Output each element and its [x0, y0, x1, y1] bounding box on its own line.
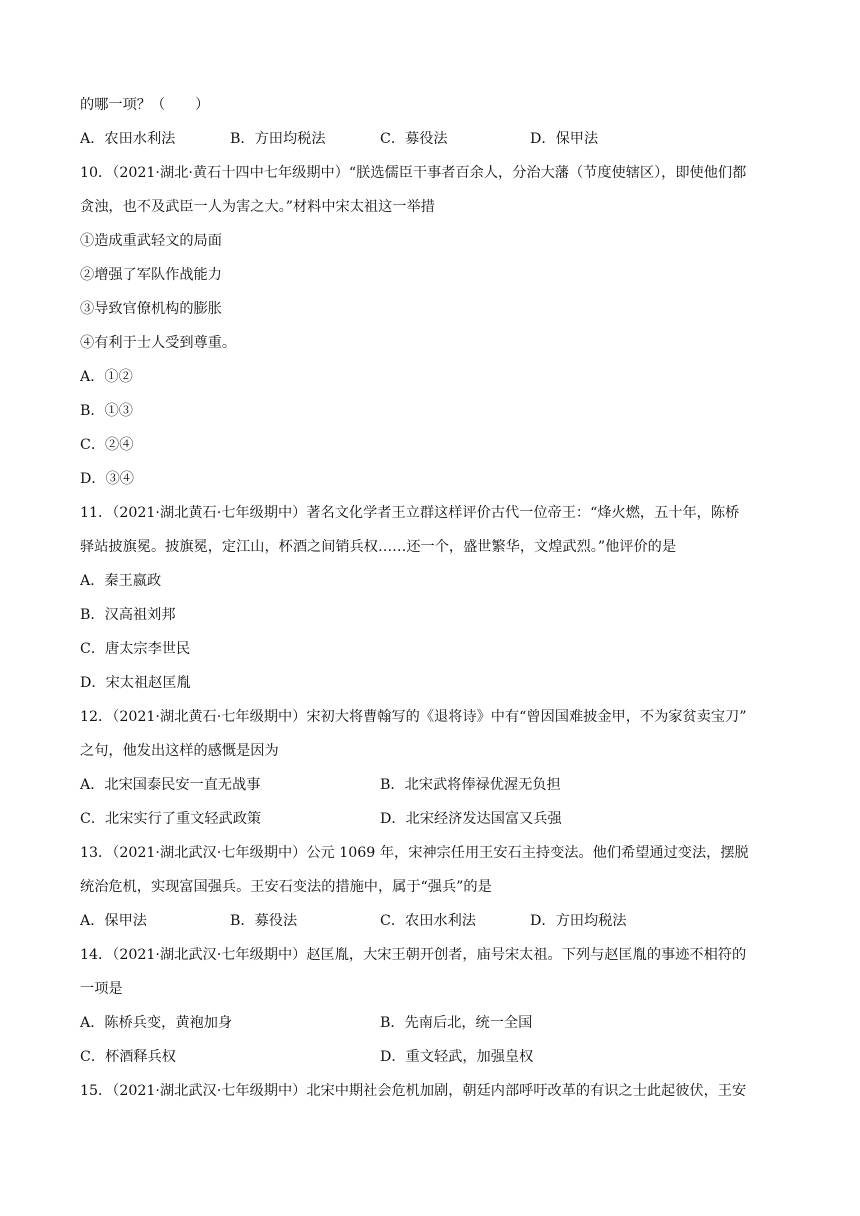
q9-tail-text: 的哪一项？（: [80, 97, 166, 113]
option: D．宋太祖赵匡胤: [80, 675, 191, 691]
option: A．①②: [80, 369, 133, 385]
option: C．杯酒释兵权: [80, 1049, 176, 1065]
option: B．先南后北，统一全国: [380, 1015, 533, 1031]
option: C．农田水利法: [380, 913, 476, 929]
option: A．秦王嬴政: [80, 573, 162, 589]
q10-item: ②增强了军队作战能力: [80, 267, 222, 283]
q10-item: ③导致官僚机构的膨胀: [80, 301, 222, 317]
q9-tail: [80, 88, 780, 122]
q14-options-row1: [80, 1006, 780, 1040]
q11-stem-line2: 驿站披旗冕。披旗冕，定江山，杯酒之间销兵权……还一个，盛世繁华，文煌武烈。”他评价的是: [80, 539, 677, 555]
option: A．农田水利法: [80, 131, 176, 147]
q9-tail-close: ）: [195, 97, 210, 113]
q13-stem-line1: 13．（2021·湖北武汉·七年级期中）公元 1069 年，宋神宗任用王安石主持变法。他们希望通过变法，摆脱: [80, 845, 749, 861]
q14-options-row2: [80, 1040, 780, 1074]
option: D．北宋经济发达国富又兵强: [380, 811, 562, 827]
option: D．保甲法: [530, 131, 599, 147]
option: A．保甲法: [80, 913, 147, 929]
option: B．募役法: [230, 913, 298, 929]
option: C．北宋实行了重文轻武政策: [80, 811, 262, 827]
option: C．②④: [80, 437, 134, 453]
option: A．北宋国泰民安一直无战事: [80, 777, 261, 793]
q12-options-row2: [80, 802, 780, 836]
q10-stem-line2: 贪浊，也不及武臣一人为害之大。”材料中宋太祖这一举措: [80, 199, 435, 215]
q10-item: ④有利于士人受到尊重。: [80, 335, 237, 351]
q13-options: [80, 904, 780, 938]
q12-stem-line2: 之句，他发出这样的感慨是因为: [80, 743, 279, 759]
q10-item: ①造成重武轻文的局面: [80, 233, 222, 249]
option: B．北宋武将俸禄优渥无负担: [380, 777, 561, 793]
option: C．募役法: [380, 131, 448, 147]
q14-stem-line2: 一项是: [80, 981, 123, 997]
q15-stem-line1: 15．（2021·湖北武汉·七年级期中）北宋中期社会危机加剧，朝廷内部呼吁改革的有识之士此起彼伏，王安: [80, 1083, 747, 1099]
option: D．方田均税法: [530, 913, 627, 929]
q14-stem-line1: 14．（2021·湖北武汉·七年级期中）赵匡胤，大宋王朝开创者，庙号宋太祖。下列与赵匡胤的事迹不相符的: [80, 947, 747, 963]
option: A．陈桥兵变，黄袍加身: [80, 1015, 233, 1031]
option: D．③④: [80, 471, 134, 487]
exam-page: [80, 88, 780, 1108]
option: B．①③: [80, 403, 133, 419]
q13-stem-line2: 统治危机，实现富国强兵。王安石变法的措施中，属于“强兵”的是: [80, 879, 492, 895]
q11-stem-line1: 11．（2021·湖北黄石·七年级期中）著名文化学者王立群这样评价古代一位帝王：“烽火燃，五十年，陈桥: [80, 505, 740, 521]
q12-options-row1: [80, 768, 780, 802]
option: B．方田均税法: [230, 131, 326, 147]
q9-options: [80, 122, 780, 156]
q10-stem-line1: 10．（2021·湖北·黄石十四中七年级期中）“朕选儒臣干事者百余人，分治大藩（节度使辖区），即使他们都: [80, 165, 747, 181]
option: D．重文轻武，加强皇权: [380, 1049, 534, 1065]
q12-stem-line1: 12．（2021·湖北黄石·七年级期中）宋初大将曹翰写的《退将诗》中有“曾因国难披金甲，不为家贫卖宝刀”: [80, 709, 747, 725]
option: B．汉高祖刘邦: [80, 607, 176, 623]
option: C．唐太宗李世民: [80, 641, 191, 657]
